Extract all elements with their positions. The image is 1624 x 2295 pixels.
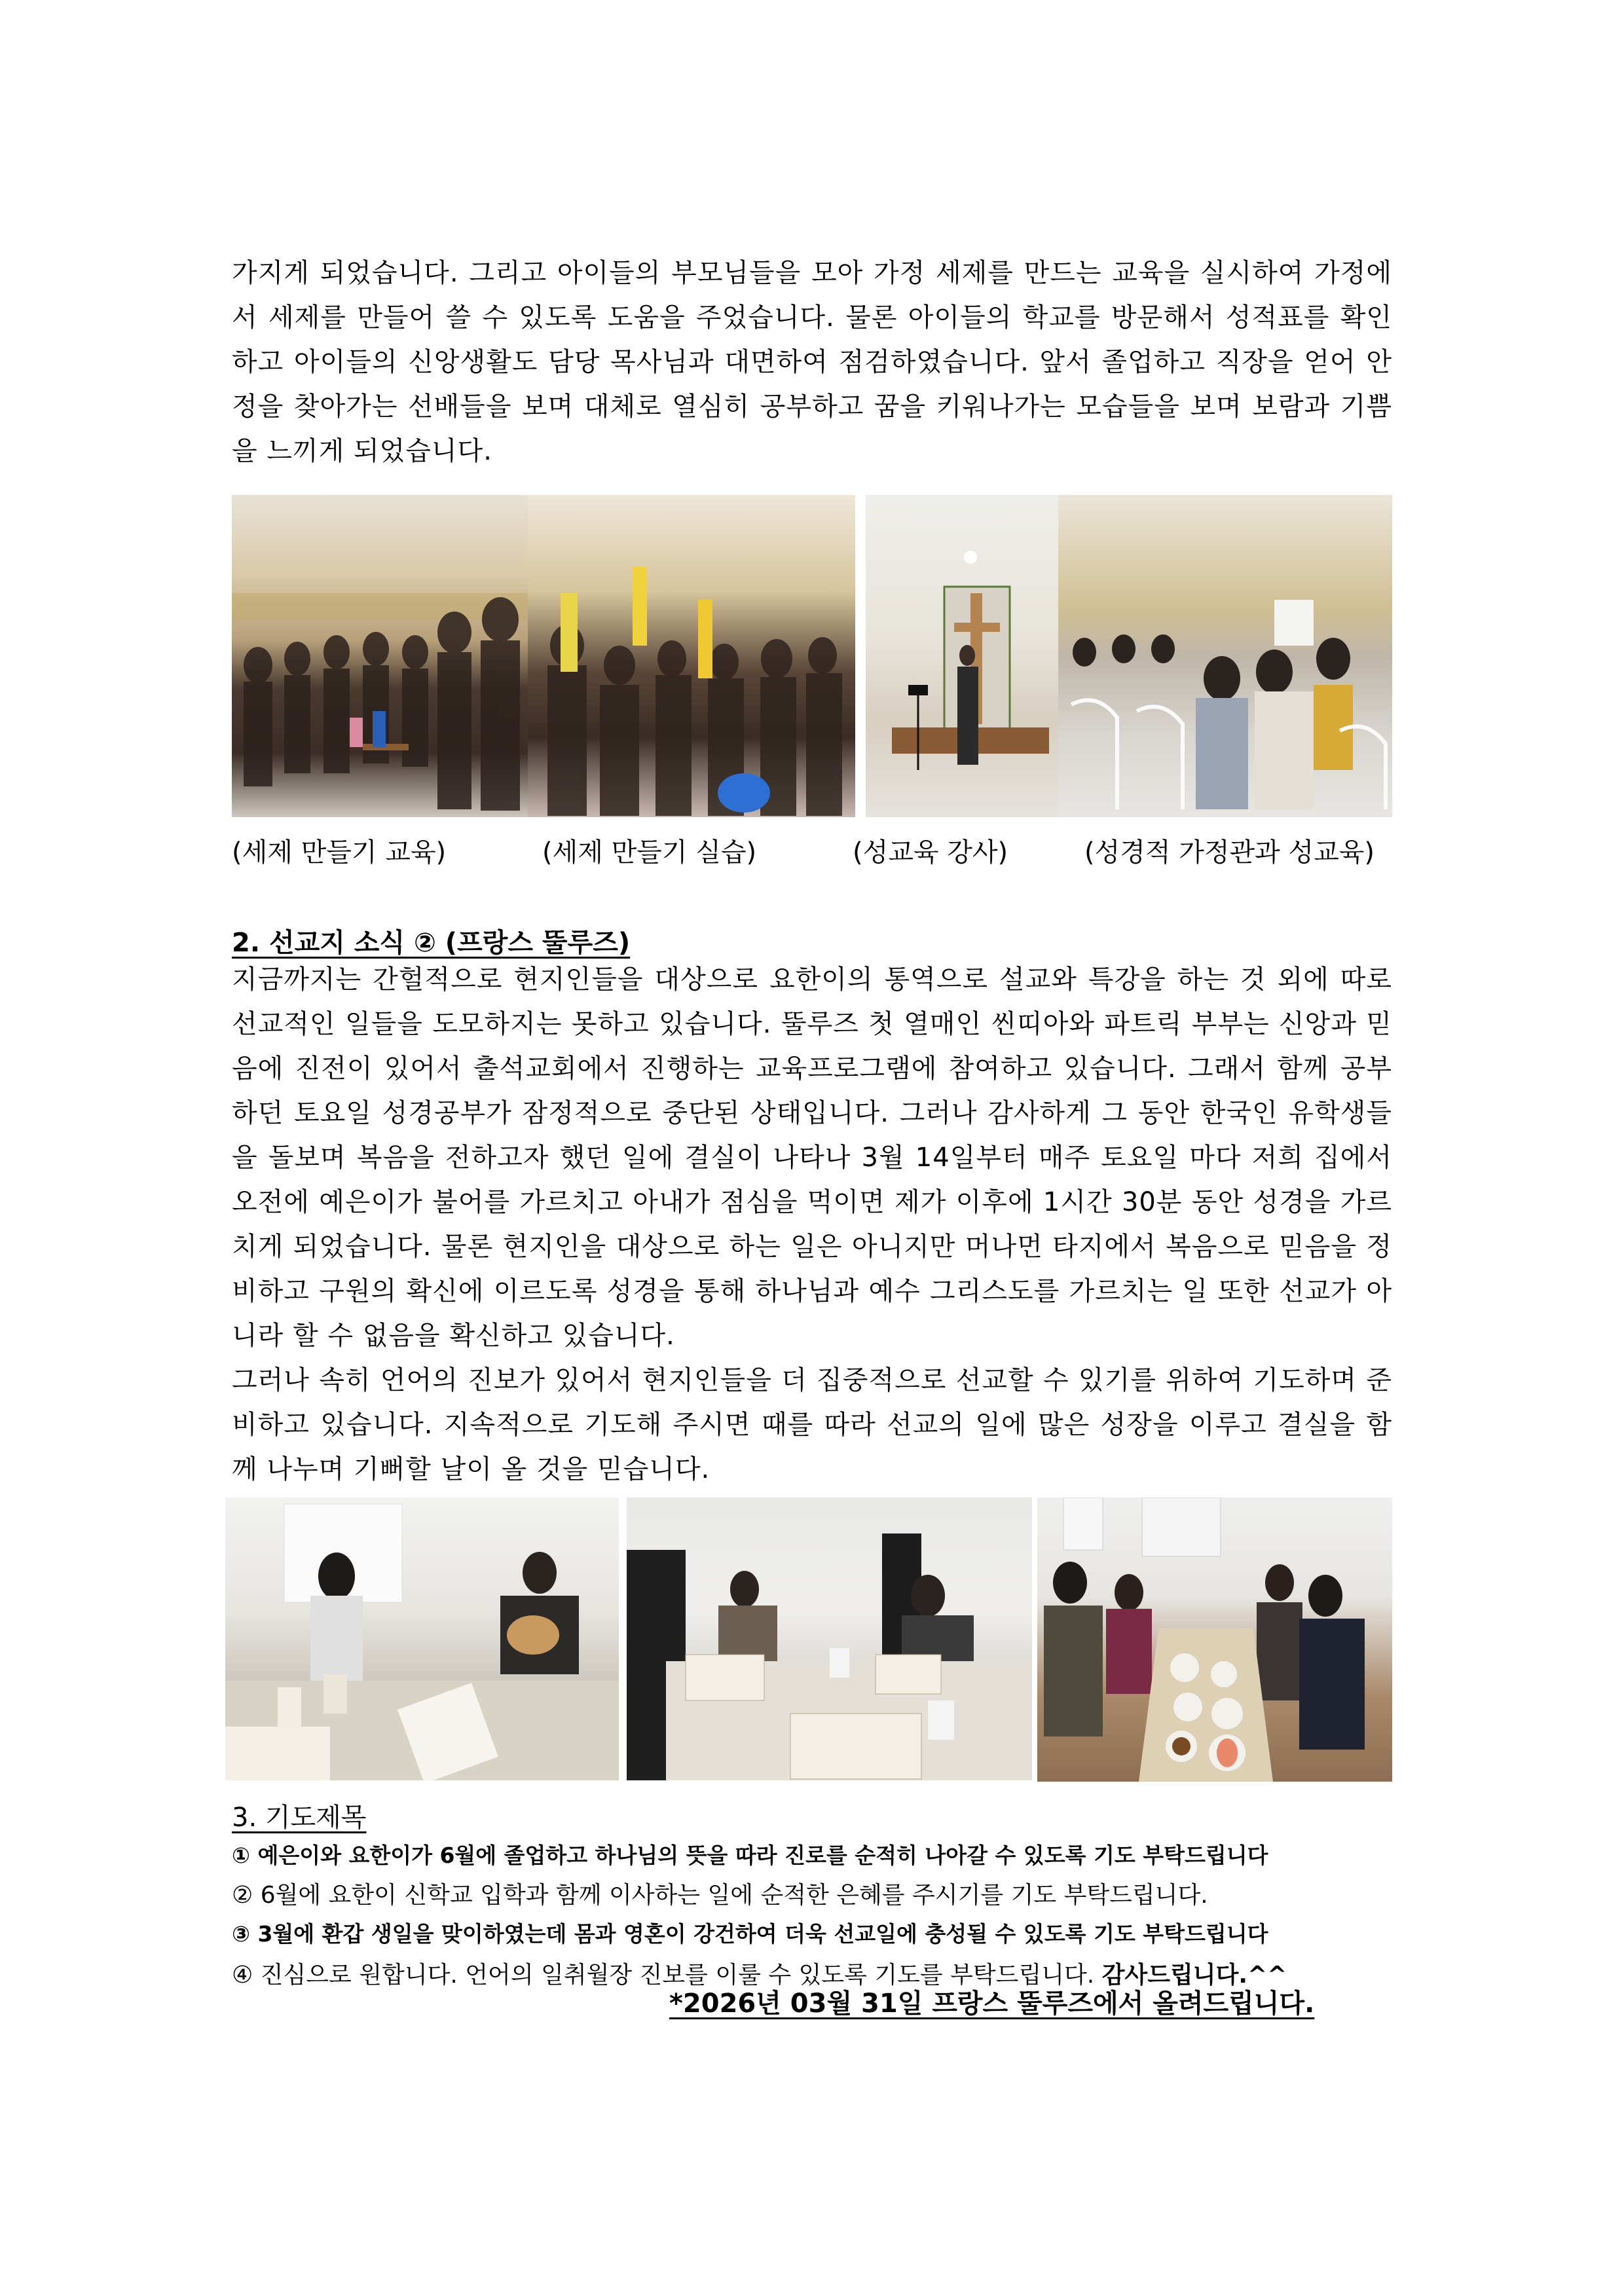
people-at-table-icon [627,1497,1032,1780]
signoff-date-line: *2026년 03월 31일 프랑스 뚤루즈에서 올려드립니다. [669,1989,1315,2019]
prayer-text-2: 6월에 요한이 신학교 입학과 함께 이사하는 일에 순적한 은혜를 주시기를 기도 부탁드립니다. [260,1882,1208,1909]
audience-seated-icon [1058,495,1392,817]
prayer-text-3: 3월에 환갑 생일을 맞이하였는데 몸과 영혼이 강건하여 더욱 선교일에 충성될 수 있도록 기도 부탁드립니다 [257,1921,1268,1947]
photo-detergent-practice [528,495,855,817]
speaker-at-pulpit-icon [866,495,1058,817]
prayer-thanks: 감사드립니다.^^ [1101,1962,1287,1989]
prayer-marker-4: ④ [232,1962,253,1989]
people-at-table-icon [225,1497,619,1780]
prayer-marker-2: ② [232,1882,253,1909]
section-2-body [232,957,1392,1492]
photo-guitar-study [225,1497,619,1780]
intro-text: 가지게 되었습니다. 그리고 아이들의 부모님들을 모아 가정 세제를 만드는 교육을 실시하여 가정에서 세제를 만들어 쓸 수 있도록 도움을 주었습니다. 물론 아이들의 학교를 방문해서 성적표를 확인하고 아이들의 신앙생활도 담당 목사님과 대면하여 점검하였습니다. 앞서 졸업하고 직장을 얻어 안정을 찾아가는 선배들을 보며 대체로 열심히 공부하고 꿈을 키워나가는 모습들을 보며 보람과 기쁨을 느끼게 되었습니다. [232,258,1392,466]
photo-audience [1058,495,1392,817]
section-3-heading: 3. 기도제목 [232,1803,367,1833]
caption-detergent-practice: (세제 만들기 실습) [542,837,757,868]
photo-speaker [866,495,1058,817]
group-people-icon [232,495,528,817]
group-people-icon [528,495,855,817]
photo-captions-row-1 [232,832,1392,871]
people-at-meal-icon [1037,1497,1392,1782]
photo-detergent-class [232,495,528,817]
prayer-marker-1: ① [232,1843,250,1868]
prayer-text-4: 진심으로 원합니다. 언어의 일취월장 진보를 이룰 수 있도록 기도를 부탁드립니다. [260,1962,1095,1989]
caption-sex-education-speaker: (성교육 강사) [853,837,1008,868]
photo-shared-meal [1037,1497,1392,1782]
section-2-paragraph-2: 그러나 속히 언어의 진보가 있어서 현지인들을 더 집중적으로 선교할 수 있기를 위하여 기도하며 준비하고 있습니다. 지속적으로 기도해 주시면 때를 따라 선교의 일에 많은 성장을 이루고 결실을 함께 나누며 기뻐할 날이 올 것을 믿습니다. [232,1365,1392,1484]
intro-paragraph [232,251,1392,473]
section-2-paragraph-1: 지금까지는 간헐적으로 현지인들을 대상으로 요한이의 통역으로 설교와 특강을 하는 것 외에 따로 선교적인 일들을 도모하지는 못하고 있습니다. 뚤루즈 첫 열매인 씬띠아와 파트릭 부부는 신앙과 믿음에 진전이 있어서 출석교회에서 진행하는 교육프로그램에 참여하고 있습니다. 그래서 함께 공부하던 토요일 성경공부가 잠정적으로 중단된 상태입니다. 그러나 감사하게 그 동안 한국인 유학생들을 돌보며 복음을 전하고자 했던 일에 결실이 나타나 3월 14일부터 매주 토요일 마다 저희 집에서 오전에 예은이가 불어를 가르치고 아내가 점심을 먹이면 제가 이후에 1시간 30분 동안 성경을 가르치게 되었습니다. 물론 현지인을 대상으로 하는 일은 아니지만 머나먼 타지에서 복음으로 믿음을 정비하고 구원의 확신에 이르도록 성경을 통해 하나님과 예수 그리스도를 가르치는 일 또한 선교가 아니라 할 수 없음을 확신하고 있습니다. [232,964,1392,1351]
prayer-item-2 [232,1877,1208,1910]
prayer-text-1: 예은이와 요한이가 6월에 졸업하고 하나님의 뜻을 따라 진로를 순적히 나아갈 수 있도록 기도 부탁드립니다 [257,1843,1268,1868]
section-2-heading: 2. 선교지 소식 ② (프랑스 뚤루즈) [232,928,631,958]
prayer-marker-3: ③ [232,1921,250,1947]
prayer-item-1 [232,1839,1268,1869]
caption-detergent-class: (세제 만들기 교육) [232,837,447,868]
caption-biblical-family-view: (성경적 가정관과 성교육) [1084,837,1375,868]
photo-bible-study [627,1497,1032,1780]
prayer-item-3 [232,1917,1268,1948]
